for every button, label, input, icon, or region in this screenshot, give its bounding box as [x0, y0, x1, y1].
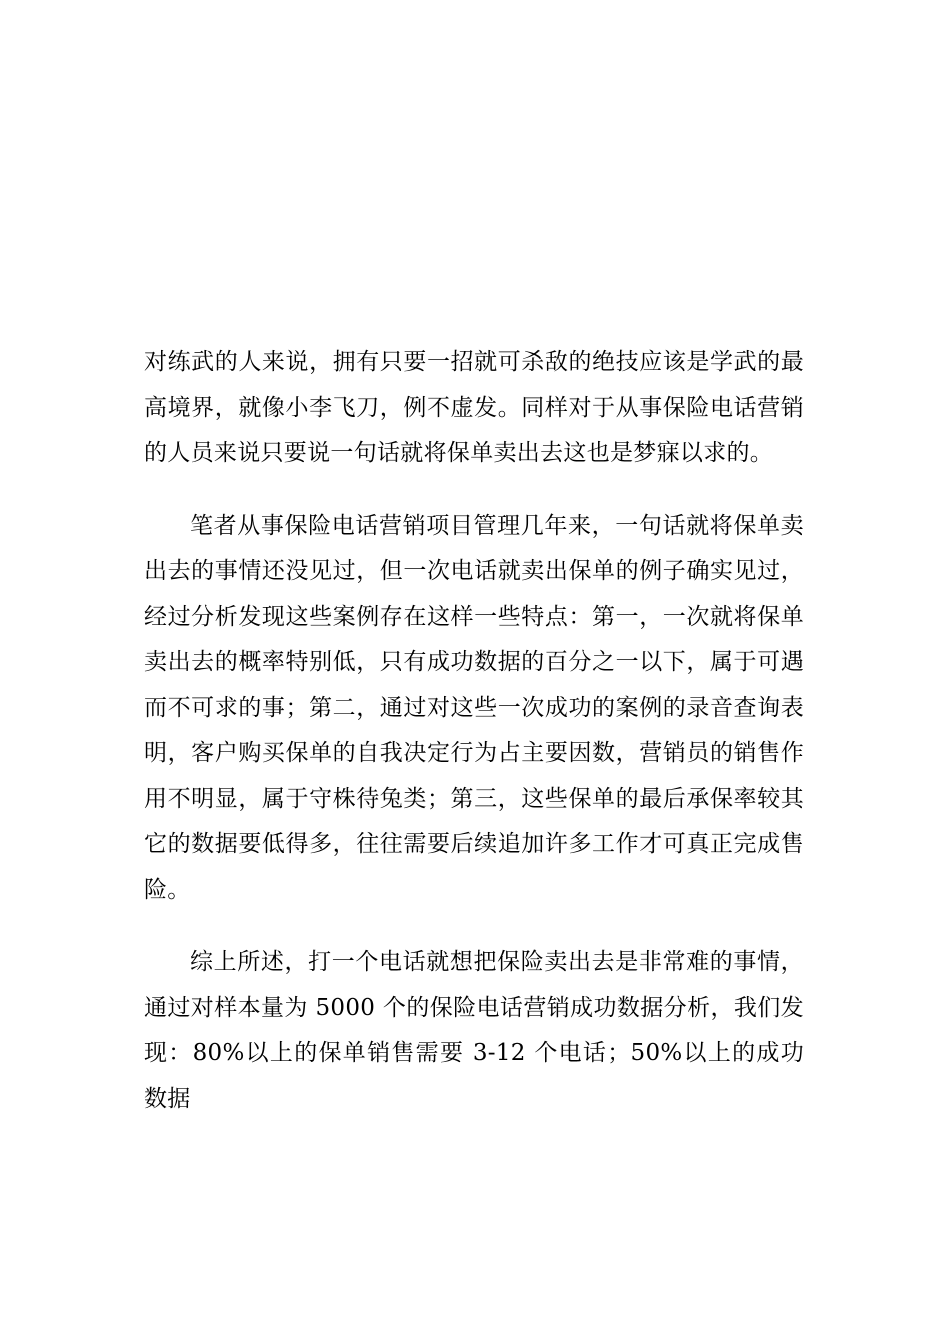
- paragraph-3: 综上所述，打一个电话就想把保险卖出去是非常难的事情，通过对样本量为 5000 个的保险电话营销成功数据分析，我们发现：80%以上的保单销售需要 3-12 个电话；50%以上的成功数据: [144, 949, 804, 1112]
- paragraph-1: 对练武的人来说，拥有只要一招就可杀敌的绝技应该是学武的最高境界，就像小李飞刀，例不虚发。同样对于从事保险电话营销的人员来说只要说一句话就将保单卖出去这也是梦寐以求的。: [144, 349, 804, 466]
- paragraph-2: 笔者从事保险电话营销项目管理几年来，一句话就将保单卖出去的事情还没见过，但一次电话就卖出保单的例子确实见过，经过分析发现这些案例存在这样一些特点：第一，一次就将保单卖出去的概率特别低，只有成功数据的百分之一以下，属于可遇而不可求的事；第二，通过对这些一次成功的案例的录音查询表明，客户购买保单的自我决定行为占主要因数，营销员的销售作用不明显，属于守株待兔类；第三，这些保单的最后承保率较其它的数据要低得多，往往需要后续追加许多工作才可真正完成售险。: [144, 512, 804, 903]
- document-body: [144, 340, 804, 1149]
